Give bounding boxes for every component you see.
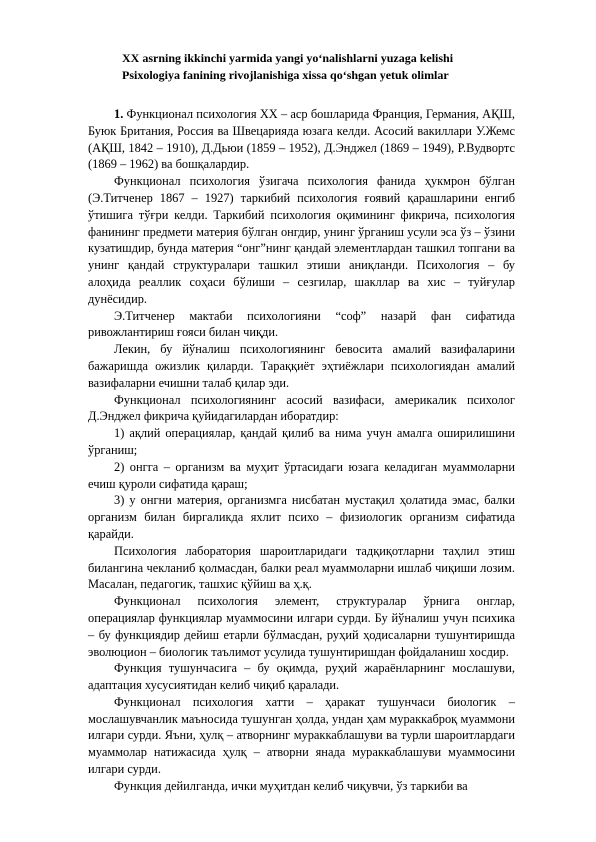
heading-line-2: Psixologiya fanining rivojlanishiga xissa qo‘shgan yetuk olimlar <box>122 68 449 82</box>
paragraph-number: 1. <box>114 107 124 121</box>
paragraph-4: Лекин, бу йўналиш психологиянинг бевосита амалий вазифаларини бажаришда ожизлик қиларди. Тараққиёт эҳтиёжлари психологиядан амалий вазифаларни ечишни талаб қилар эди. <box>88 342 515 390</box>
paragraph-5: Функционал психологиянинг асосий вазифаси, америкалик психолог Д.Энджел фикрича қуйидагилардан иборатдир: <box>88 392 515 424</box>
paragraph-9: Психология лаборатория шароитларидаги тадқиқотларни таҳлил этиш билангина чекланиб қолмасдан, балки реал муаммоларни ишлаб чиқиши лозим. Масалан, педагогик, ташхис қўйиш ва ҳ.қ. <box>88 543 515 592</box>
heading-line-1: XX asrning ikkinchi yarmida yangi yo‘nalishlarni yuzaga kelishi <box>122 51 454 65</box>
paragraph-1 <box>88 106 515 173</box>
list-item-2: 2) онгга – организм ва муҳит ўртасидаги юзага келадиган муаммоларни ечиш қуроли сифатида қараш; <box>88 459 515 491</box>
paragraph-10: Функционал психология элемент, структуралар ўрнига онглар, операциялар функциялар муаммосини илгари сурди. Бу йўналиш учун психика – бу функциядир дейиш етарли бўлмасдан, руҳий ҳодисаларни тушунтиришда эволюцион – биологик таълимот усулида тушунтиришдан фойдаланиш хосдир. <box>88 594 515 659</box>
paragraph-1-text: Функционал психология ХХ – аср бошларида Франция, Германия, АҚШ, Буюк Британия, Россия ва Швецарияда юзага келди. Асосий вакиллари У.Жемс (АҚШ, 1842 – 1910), Д.Дьюи (1859 – 1952), Д.Энджел (1869 – 1949), Р.Вудвортс (1869 – 1962) ва бошқалардир. <box>88 107 515 172</box>
document-heading <box>84 50 524 84</box>
document-body <box>88 106 515 795</box>
paragraph-3: Э.Титченер мактаби психологияни “соф” назарй фан сифатида ривожлантириш ғояси билан чиқди. <box>88 308 515 340</box>
list-item-1: 1) ақлий операциялар, қандай қилиб ва нима учун амалга оширилишини ўрганиш; <box>88 426 515 457</box>
paragraph-11: Функция тушунчасига – бу оқимда, руҳий жараёнларнинг мослашуви, адаптация хусусиятидан келиб чиқиб қаралади. <box>88 661 515 693</box>
paragraph-12: Функционал психология хатти – ҳаракат тушунчаси биологик – мослашувчанлик маъносида тушунган ҳолда, ундан ҳам мураккаброқ муаммони илгари сурди. Яъни, ҳулқ – атворнинг мураккаблашуви ва турли шароитлардаги муаммолар натижасида ҳулқ – атворни янада мураккаблашуви муаммосини илгари сурди. <box>88 694 515 777</box>
paragraph-2: Функционал психология ўзигача психология фанида ҳукмрон бўлган (Э.Титченер 1867 – 1927) таркибий психология ғоявий қарашларини енгиб ўтишига тўғри келди. Таркибий психология оқимининг фикрича, психология фанининг предмети материя бўлган онгдир, унинг ўрганиш усули эса ўз – ўзини кузатишдир, бунда материя “онг”нинг қандай элементлардан ташкил топгани ва унинг қандай структуралари ташкил этиши аниқланди. Психология – бу алоҳида реаллик соҳаси бўлиши – сезгилар, шакллар ва хис – туйғулар дунёсидир. <box>88 174 515 306</box>
list-item-3: 3) у онгни материя, организмга нисбатан мустақил ҳолатида эмас, балки организм билан биргаликда яхлит психо – физиологик организм сифатида қарайди. <box>88 493 515 541</box>
paragraph-13: Функция дейилганда, ички муҳитдан келиб чиқувчи, ўз таркиби ва <box>114 778 468 793</box>
